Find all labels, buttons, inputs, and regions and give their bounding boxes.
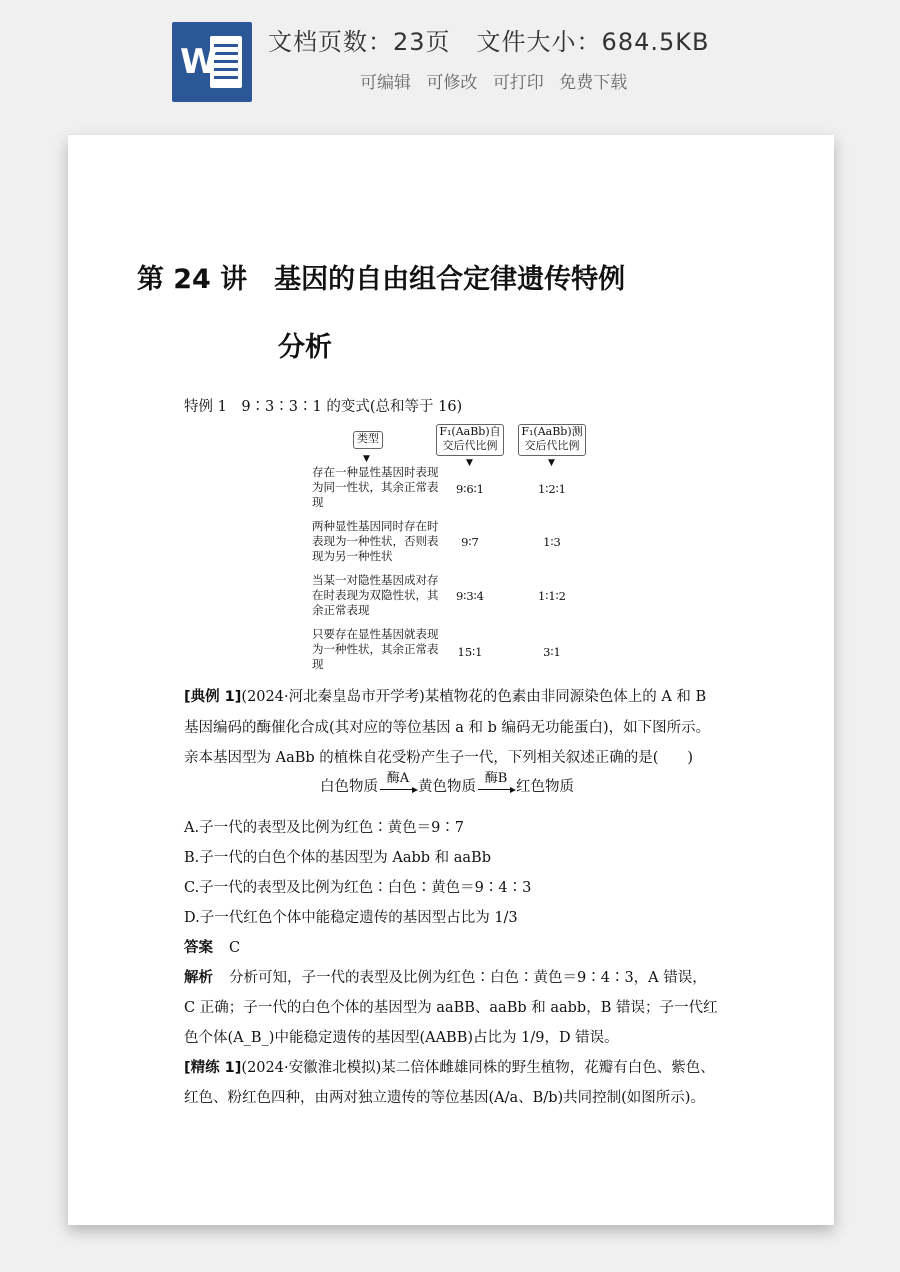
- diagram-row-self: 9∶7: [461, 535, 479, 549]
- enzyme-a-label: 酶A: [386, 771, 410, 786]
- feature-editable: 可编辑: [360, 73, 411, 93]
- option-d: D.子一代红色个体中能稳定遗传的基因型占比为 1/3: [184, 910, 518, 926]
- practice-tag: [精练 1]: [184, 1060, 242, 1076]
- diagram-row-test: 1∶2∶1: [538, 482, 566, 496]
- diagram-col-self: F₁(AaBb)自交后代比例: [436, 424, 504, 456]
- example1-line2: 基因编码的酶催化合成(其对应的等位基因 a 和 b 编码无功能蛋白)，如下图所示。: [184, 720, 711, 736]
- pathway-white-substance: 白色物质: [320, 779, 378, 795]
- feature-modifiable: 可修改: [426, 73, 478, 93]
- analysis-label: 解析: [184, 970, 213, 986]
- document-title-line1: 第 24 讲 基因的自由组合定律遗传特例: [136, 264, 626, 295]
- diagram-row-desc: 两种显性基因同时存在时表现为一种性状，否则表现为另一种性状: [312, 519, 439, 563]
- word-document-icon: [172, 22, 252, 102]
- document-title-line2: 分析: [278, 332, 332, 363]
- feature-list: [360, 68, 637, 93]
- feature-free-download: 免费下载: [559, 73, 628, 93]
- diagram-type-label: 类型: [353, 431, 383, 449]
- diagram-row-self: 15∶1: [457, 645, 483, 659]
- right-arrow-icon: [380, 779, 416, 790]
- page-count: 文档页数：23页: [268, 28, 451, 56]
- diagram-arrow-down-icon: ▼: [548, 458, 555, 468]
- example1-text: (2024·河北秦皇岛市开学考)某植物花的色素由非同源染色体上的 A 和 B: [241, 689, 707, 705]
- pathway-yellow-substance: 黄色物质: [418, 779, 476, 795]
- diagram-row-desc: 当某一对隐性基因成对存在时表现为双隐性状，其余正常表现: [312, 573, 439, 617]
- enzyme-pathway: [320, 771, 574, 796]
- example1-line1: [184, 685, 706, 706]
- case1-heading: 特例 1 9∶3∶3∶1 的变式(总和等于 16): [184, 399, 463, 415]
- right-arrow-icon: [478, 779, 514, 790]
- practice1-text: (2024·安徽淮北模拟)某二倍体雌雄同株的野生植物，花瓣有白色、紫色、: [241, 1060, 715, 1076]
- example1-line3: 亲本基因型为 AaBb 的植株自花受粉产生子一代，下列相关叙述正确的是( ): [184, 750, 694, 766]
- document-info: [268, 22, 748, 57]
- diagram-row-self: 9∶6∶1: [456, 482, 484, 496]
- diagram-row-test: 1∶3: [543, 535, 561, 549]
- document-page: [68, 135, 834, 1225]
- word-icon-letter: W: [180, 42, 218, 82]
- practice1-line1: [184, 1056, 715, 1077]
- option-b: B.子一代的白色个体的基因型为 Aabb 和 aaBb: [184, 850, 491, 866]
- analysis-text: 分析可知，子一代的表型及比例为红色∶白色∶黄色＝9∶4∶3，A 错误，: [229, 970, 707, 986]
- diagram-row-desc: 只要存在显性基因就表现为一种性状，其余正常表现: [312, 627, 439, 671]
- option-a: A.子一代的表型及比例为红色∶黄色＝9∶7: [184, 820, 465, 836]
- analysis-line1: [184, 966, 707, 987]
- pathway-arrow-enzyme-a: [380, 771, 416, 796]
- feature-printable: 可打印: [492, 73, 544, 93]
- file-size: 文件大小：684.5KB: [476, 28, 710, 56]
- diagram-arrow-down-icon: ▼: [363, 454, 370, 464]
- pathway-red-substance: 红色物质: [516, 779, 574, 795]
- diagram-row-desc: 存在一种显性基因时表现为同一性状，其余正常表现: [312, 465, 439, 509]
- example-tag: [典例 1]: [184, 689, 242, 705]
- answer-line: [184, 936, 240, 957]
- answer-label: 答案: [184, 940, 213, 956]
- analysis-line2: C 正确；子一代的白色个体的基因型为 aaBB、aaBb 和 aabb，B 错误；子一代红: [184, 1000, 718, 1016]
- enzyme-b-label: 酶B: [484, 771, 508, 786]
- analysis-line3: 色个体(A_B_)中能稳定遗传的基因型(AABB)占比为 1/9，D 错误。: [184, 1030, 619, 1046]
- answer-value: C: [229, 940, 241, 956]
- diagram-row-test: 1∶1∶2: [538, 589, 566, 603]
- download-banner: [0, 0, 900, 120]
- diagram-arrow-down-icon: ▼: [466, 458, 473, 468]
- option-c: C.子一代的表型及比例为红色∶白色∶黄色＝9∶4∶3: [184, 880, 532, 896]
- diagram-col-test: F₁(AaBb)测交后代比例: [518, 424, 586, 456]
- practice1-line2: 红色、粉红色四种，由两对独立遗传的等位基因(A/a、B/b)共同控制(如图所示)。: [184, 1090, 705, 1106]
- pathway-arrow-enzyme-b: [478, 771, 514, 796]
- diagram-row-self: 9∶3∶4: [456, 589, 484, 603]
- diagram-row-test: 3∶1: [543, 645, 561, 659]
